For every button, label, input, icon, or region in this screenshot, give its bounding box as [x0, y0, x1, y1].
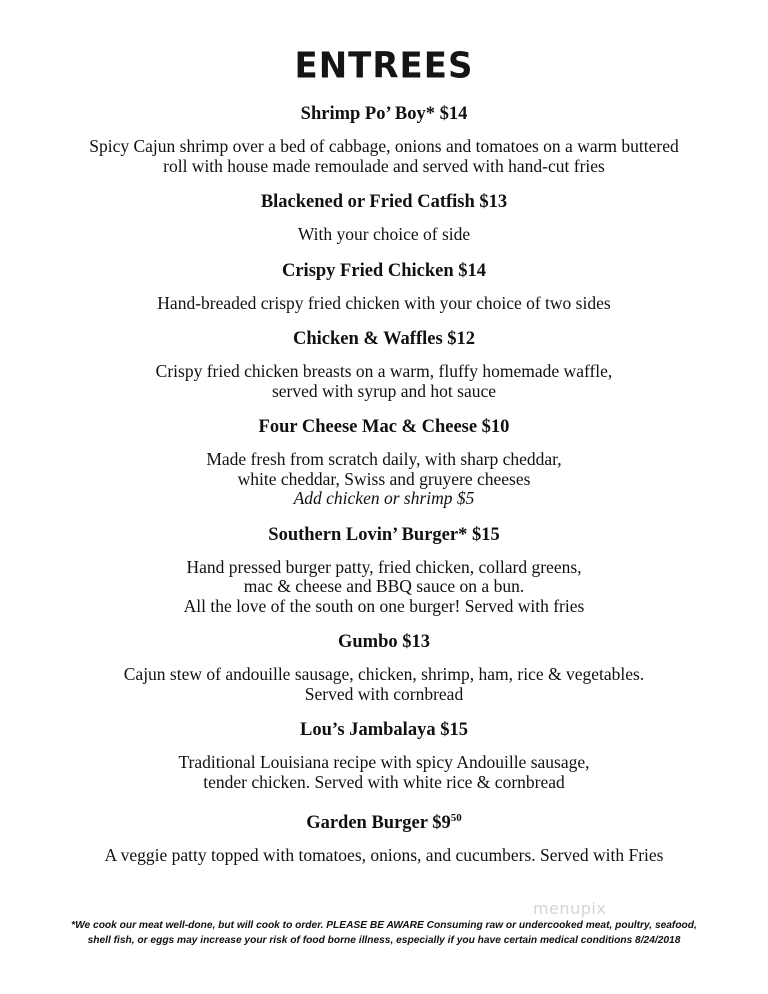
menu-item — [0, 191, 768, 245]
description-line: Traditional Louisiana recipe with spicy Andouille sausage, — [178, 752, 590, 772]
description-line: white cheddar, Swiss and gruyere cheeses — [237, 468, 531, 489]
item-description — [0, 362, 768, 401]
item-description — [0, 450, 768, 509]
menu-item — [0, 416, 768, 509]
price-cents: 50 — [450, 812, 462, 824]
item-description — [0, 137, 768, 176]
item-title-text: Garden Burger $9 — [306, 813, 451, 833]
item-title: Lou’s Jambalaya $15 — [300, 720, 468, 740]
item-description — [0, 558, 768, 617]
item-description — [0, 753, 768, 792]
watermark: menupix — [533, 899, 607, 918]
item-description — [0, 294, 768, 314]
disclaimer-line: *We cook our meat well-done, but will cook to order. PLEASE BE AWARE Consuming raw or undercooked meat, poultry, seafood, — [71, 920, 697, 931]
description-line: A veggie patty topped with tomatoes, onions, and cucumbers. Served with Fries — [104, 845, 664, 865]
page-title: ENTREES — [294, 45, 474, 87]
description-line: tender chicken. Served with white rice & cornbread — [203, 771, 565, 792]
menu-item — [0, 631, 768, 704]
description-line: served with syrup and hot sauce — [271, 380, 497, 401]
description-line: Served with cornbread — [304, 683, 464, 704]
entree-list — [0, 103, 768, 866]
description-line: mac & cheese and BBQ sauce on a bun. — [243, 576, 525, 596]
menu-item — [0, 260, 768, 314]
description-line: Hand pressed burger patty, fried chicken, collard greens, — [186, 556, 582, 577]
description-line: Made fresh from scratch daily, with sharp cheddar, — [206, 449, 562, 469]
disclaimer-footer — [20, 918, 748, 948]
description-line: Spicy Cajun shrimp over a bed of cabbage, onions and tomatoes on a warm buttered — [89, 136, 679, 156]
item-title — [0, 807, 768, 834]
item-title: Blackened or Fried Catfish $13 — [260, 192, 508, 212]
menu-item — [0, 807, 768, 866]
description-line: All the love of the south on one burger! Served with fries — [183, 595, 585, 616]
item-description — [0, 665, 768, 704]
menu-item — [0, 719, 768, 792]
item-title: Gumbo $13 — [337, 632, 430, 652]
item-title: Shrimp Po’ Boy* $14 — [300, 104, 468, 124]
item-title: Four Cheese Mac & Cheese $10 — [258, 417, 510, 437]
item-title: Chicken & Waffles $12 — [292, 329, 476, 349]
description-line: Crispy fried chicken breasts on a warm, fluffy homemade waffle, — [155, 361, 613, 381]
disclaimer-line: shell fish, or eggs may increase your risk of food borne illness, especially if you have certain medical conditions 8/24/2018 — [87, 935, 681, 946]
description-line: Hand-breaded crispy fried chicken with your choice of two sides — [157, 292, 611, 313]
menu-item — [0, 328, 768, 401]
add-on-note: Add chicken or shrimp $5 — [293, 488, 475, 508]
description-line: With your choice of side — [297, 224, 471, 244]
menu-item — [0, 103, 768, 176]
item-title: Crispy Fried Chicken $14 — [281, 260, 486, 281]
item-description — [0, 225, 768, 245]
description-line: roll with house made remoulade and served with hand-cut fries — [163, 155, 605, 176]
menu-item — [0, 524, 768, 617]
item-description — [0, 846, 768, 866]
item-title: Southern Lovin’ Burger* $15 — [268, 524, 500, 545]
description-line: Cajun stew of andouille sausage, chicken, shrimp, ham, rice & vegetables. — [123, 664, 645, 684]
